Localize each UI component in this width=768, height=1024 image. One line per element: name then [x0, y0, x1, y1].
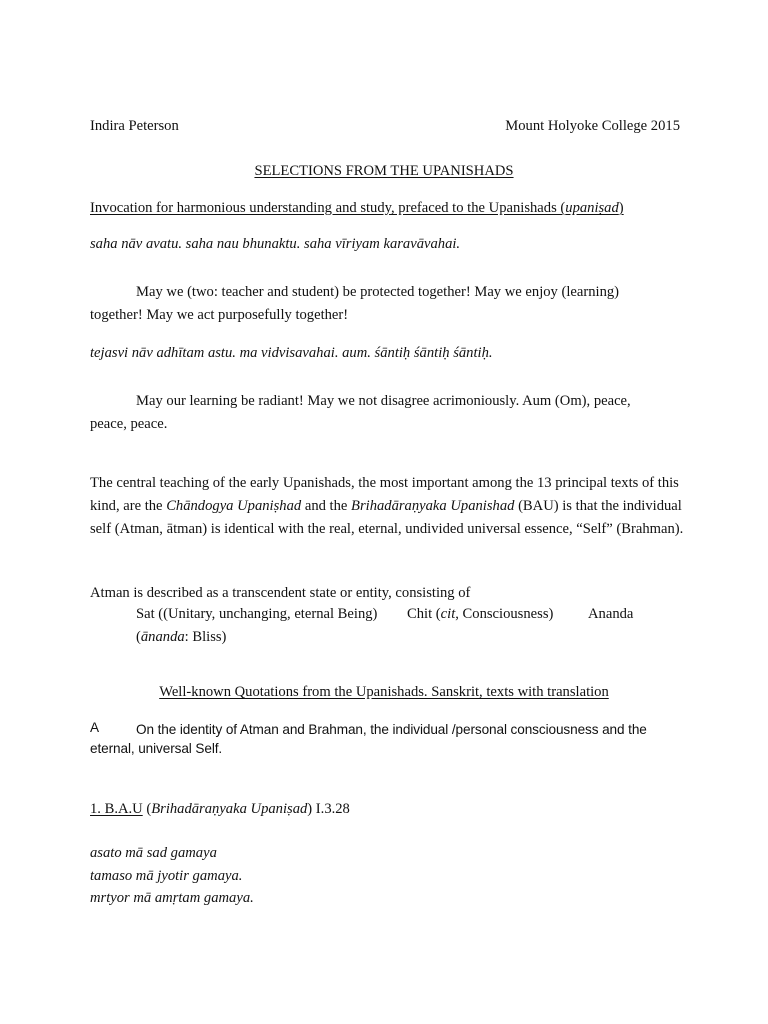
central-text-1: The central teaching of the early Upanishads, the most important among the 13 principal texts of this kind, are the: [90, 475, 679, 514]
institution-year: Mount Holyoke College 2015: [505, 118, 680, 134]
quotations-heading: Well-known Quotations from the Upanishads. Sanskrit, texts with translation: [159, 684, 609, 700]
reference-close: ) I.3.28: [307, 801, 350, 817]
reference-title: Brihadāraṇyaka Upaniṣad: [151, 801, 308, 817]
translation-invocation-2: May our learning be radiant! May we not disagree acrimoniously. Aum (Om), peace, peace, peace.: [90, 393, 631, 432]
page-title: SELECTIONS FROM THE UPANISHADS: [254, 163, 514, 179]
quotation-reference: [90, 801, 350, 818]
invocation-heading-text: Invocation for harmonious understanding and study, prefaced to the Upanishads (: [90, 200, 566, 216]
central-teaching-paragraph: [90, 472, 686, 541]
translation-invocation-1: May we (two: teacher and student) be protected together! May we enjoy (learning) together! May we act purposefully together!: [90, 284, 620, 323]
atman-ananda: Ananda: [588, 606, 634, 622]
ananda-close: : Bliss): [184, 629, 227, 645]
invocation-heading-term: upaniṣad: [565, 200, 619, 216]
chit-term: cit: [440, 606, 456, 622]
invocation-heading-close: ): [618, 200, 624, 216]
central-text-3: (BAU) is that the individual self (Atman, ātman) is identical with the real, eternal, undivided universal essence, “Self” (Brahman).: [90, 498, 684, 537]
ananda-open: (: [136, 629, 141, 645]
section-a-text: [90, 720, 670, 758]
quotation-line: tamaso mā jyotir gamaya.: [90, 868, 243, 884]
sanskrit-invocation-2: tejasvi nāv adhītam astu. ma vidvisavahai. aum. śāntiḥ śāntiḥ śāntiḥ.: [90, 345, 493, 361]
chandogya-title: Chāndogya Upaniṣhad: [166, 498, 302, 514]
quotation-line: mrtyor mā amṛtam gamaya.: [90, 890, 254, 906]
quotation-line: asato mā sad gamaya: [90, 845, 217, 861]
invocation-heading: [90, 200, 624, 217]
sanskrit-invocation-1: saha nāv avatu. saha nau bhunaktu. saha vīriyam karavāvahai.: [90, 236, 461, 252]
atman-chit: [407, 606, 553, 623]
reference-open: (: [142, 801, 152, 817]
brihadaranyaka-title: Brihadāraṇyaka Upanishad: [351, 498, 515, 514]
reference-label: 1. B.A.U: [90, 801, 143, 817]
atman-intro: Atman is described as a transcendent state or entity, consisting of: [90, 585, 471, 601]
atman-ananda-gloss: [136, 629, 226, 646]
section-letter: A: [90, 720, 99, 735]
ananda-term: ānanda: [140, 629, 185, 645]
central-text-2: and the: [301, 498, 352, 514]
chit-close: , Consciousness): [455, 606, 554, 622]
chit-open: Chit (: [407, 606, 441, 622]
section-a-description: On the identity of Atman and Brahman, the individual /personal consciousness and the eternal, universal Self.: [90, 722, 647, 756]
atman-sat: Sat ((Unitary, unchanging, eternal Being): [136, 606, 378, 622]
author-name: Indira Peterson: [90, 118, 179, 134]
